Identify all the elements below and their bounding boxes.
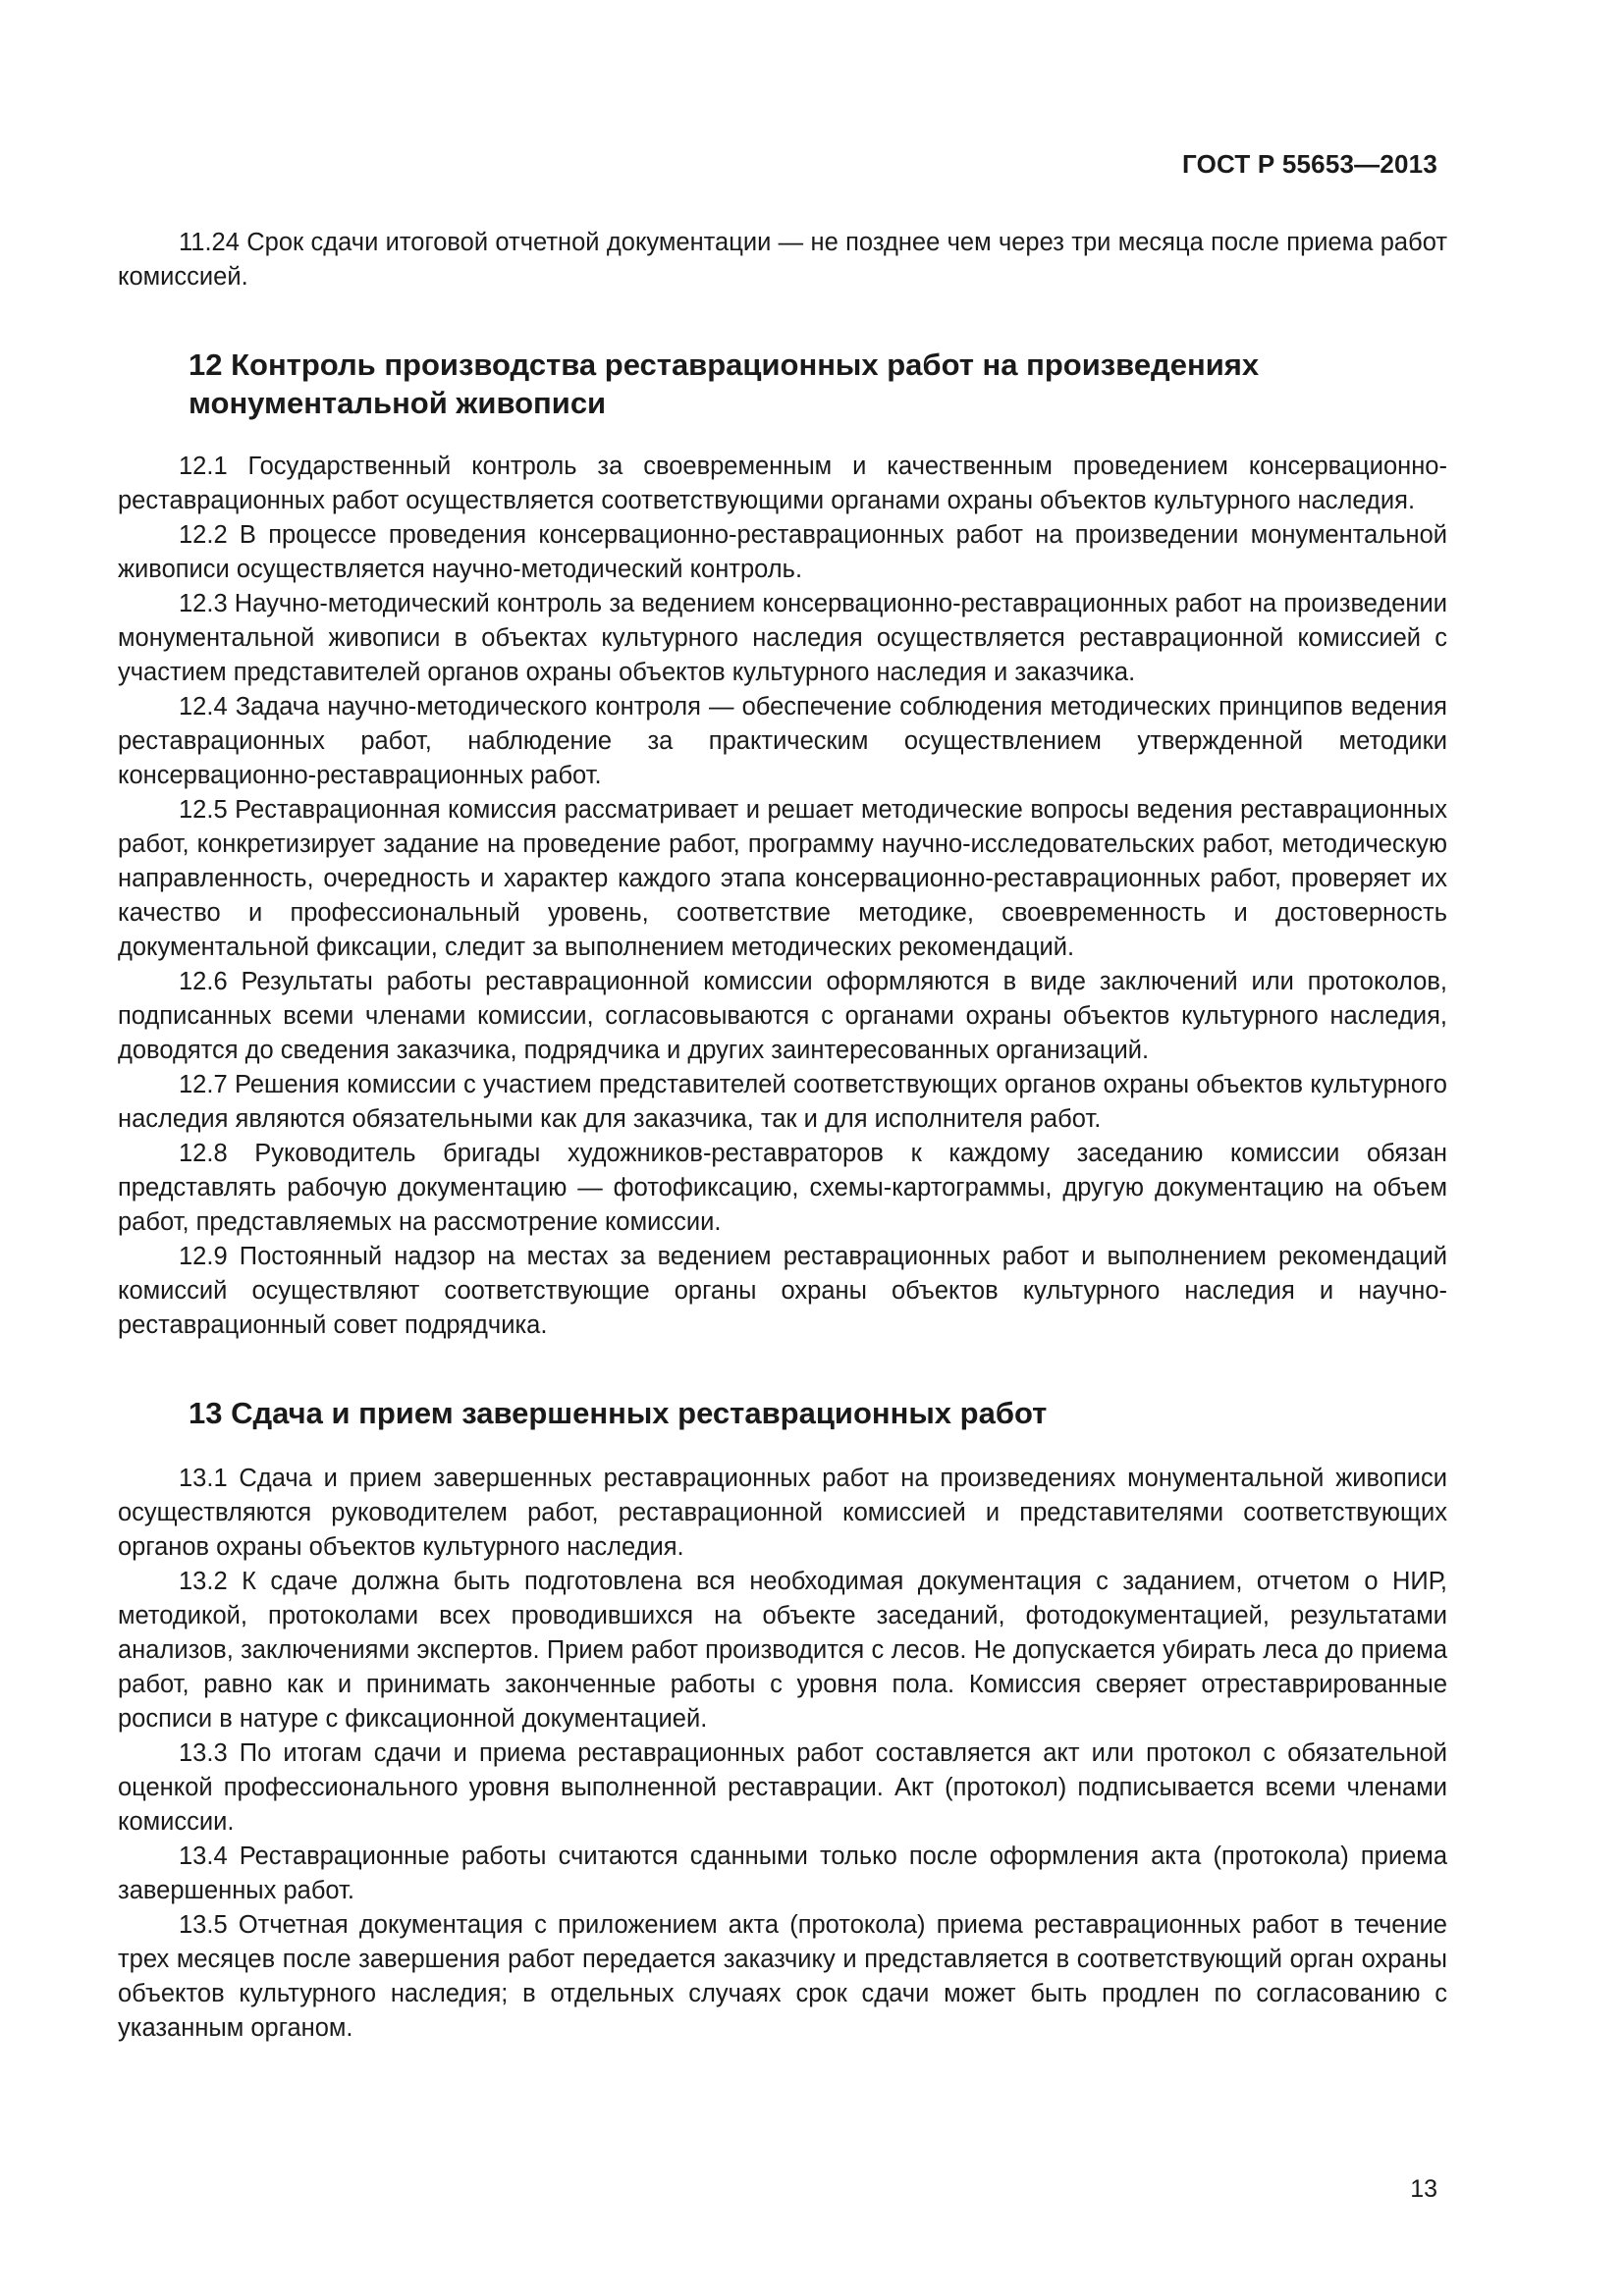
paragraph-13-3: 13.3 По итогам сдачи и приема реставрационных работ составляется акт или протокол с обязательной оценкой профессионального уровня выполненной реставрации. Акт (протокол) подписывается всеми членами комиссии.	[118, 1739, 1447, 1836]
paragraph-12-6: 12.6 Результаты работы реставрационной комиссии оформляются в виде заключений или протоколов, подписанных всеми членами комиссии, согласовываются с органами охраны объектов культурного наследия, доводятся до сведения заказчика, подрядчика и других заинтересованных организаций.	[118, 968, 1447, 1064]
paragraph-12-4: 12.4 Задача научно-методического контроля — обеспечение соблюдения методических принципов ведения реставрационных работ, наблюдение за практическим осуществлением утвержденной методики консервационно-реставрационных работ.	[118, 693, 1447, 789]
paragraph-12-9: 12.9 Постоянный надзор на местах за ведением реставрационных работ и выполнением рекомендаций комиссий осуществляют соответствующие органы охраны объектов культурного наследия и научно-реставрационный совет подрядчика.	[118, 1243, 1447, 1339]
paragraph-12-1: 12.1 Государственный контроль за своевременным и качественным проведением консервационно-реставрационных работ осуществляется соответствующими органами охраны объектов культурного наследия.	[118, 453, 1447, 514]
document-body	[118, 226, 1447, 2046]
paragraph-13-1: 13.1 Сдача и прием завершенных реставрационных работ на произведениях монументальной живописи осуществляются руководителем работ, реставрационной комиссией и представителями соответствующих органов охраны объектов культурного наследия.	[118, 1465, 1447, 1561]
document-code: ГОСТ Р 55653—2013	[1182, 149, 1437, 179]
paragraph-13-5: 13.5 Отчетная документация с приложением акта (протокола) приема реставрационных работ в течение трех месяцев после завершения работ передается заказчику и представляется в соответствующий орган охраны объектов культурного наследия; в отдельных случаях срок сдачи может быть продлен по согласованию с указанным органом.	[118, 1911, 1447, 2042]
page-number: 13	[1410, 2175, 1437, 2203]
paragraph-13-4: 13.4 Реставрационные работы считаются сданными только после оформления акта (протокола) приема завершенных работ.	[118, 1842, 1447, 1904]
paragraph-12-5: 12.5 Реставрационная комиссия рассматривает и решает методические вопросы ведения реставрационных работ, конкретизирует задание на проведение работ, программу научно-исследовательских работ, методическую направленность, очередность и характер каждого этапа консервационно-реставрационных работ, проверяет их качество и профессиональный уровень, соответствие методике, своевременность и достоверность документальной фиксации, следит за выполнением методических рекомендаций.	[118, 796, 1447, 961]
section-12-title: 12 Контроль производства реставрационных работ на произведениях монументальной живописи	[189, 347, 1260, 420]
paragraph-12-8: 12.8 Руководитель бригады художников-реставраторов к каждому заседанию комиссии обязан представлять рабочую документацию — фотофиксацию, схемы-картограммы, другую документацию на объем работ, представляемых на рассмотрение комиссии.	[118, 1140, 1447, 1236]
paragraph-12-7: 12.7 Решения комиссии с участием представителей соответствующих органов охраны объектов культурного наследия являются обязательными как для заказчика, так и для исполнителя работ.	[118, 1071, 1447, 1133]
paragraph-11-24: 11.24 Срок сдачи итоговой отчетной документации — не позднее чем через три месяца после приема работ комиссией.	[118, 229, 1447, 291]
paragraph-13-2: 13.2 К сдаче должна быть подготовлена вся необходимая документация с заданием, отчетом о НИР, методикой, протоколами всех проводившихся на объекте заседаний, фотодокументацией, результатами анализов, заключениями экспертов. Прием работ производится с лесов. Не допускается убирать леса до приема работ, равно как и принимать законченные работы с уровня пола. Комиссия сверяет отреставрированные росписи в натуре с фиксационной документацией.	[118, 1568, 1447, 1733]
paragraph-12-3: 12.3 Научно-методический контроль за ведением консервационно-реставрационных работ на произведении монументальной живописи в объектах культурного наследия осуществляется реставрационной комиссией с участием представителей органов охраны объектов культурного наследия и заказчика.	[118, 590, 1447, 686]
section-13-title: 13 Сдача и прием завершенных реставрационных работ	[189, 1396, 1048, 1430]
paragraph-12-2: 12.2 В процессе проведения консервационно-реставрационных работ на произведении монументальной живописи осуществляется научно-методический контроль.	[118, 521, 1447, 583]
